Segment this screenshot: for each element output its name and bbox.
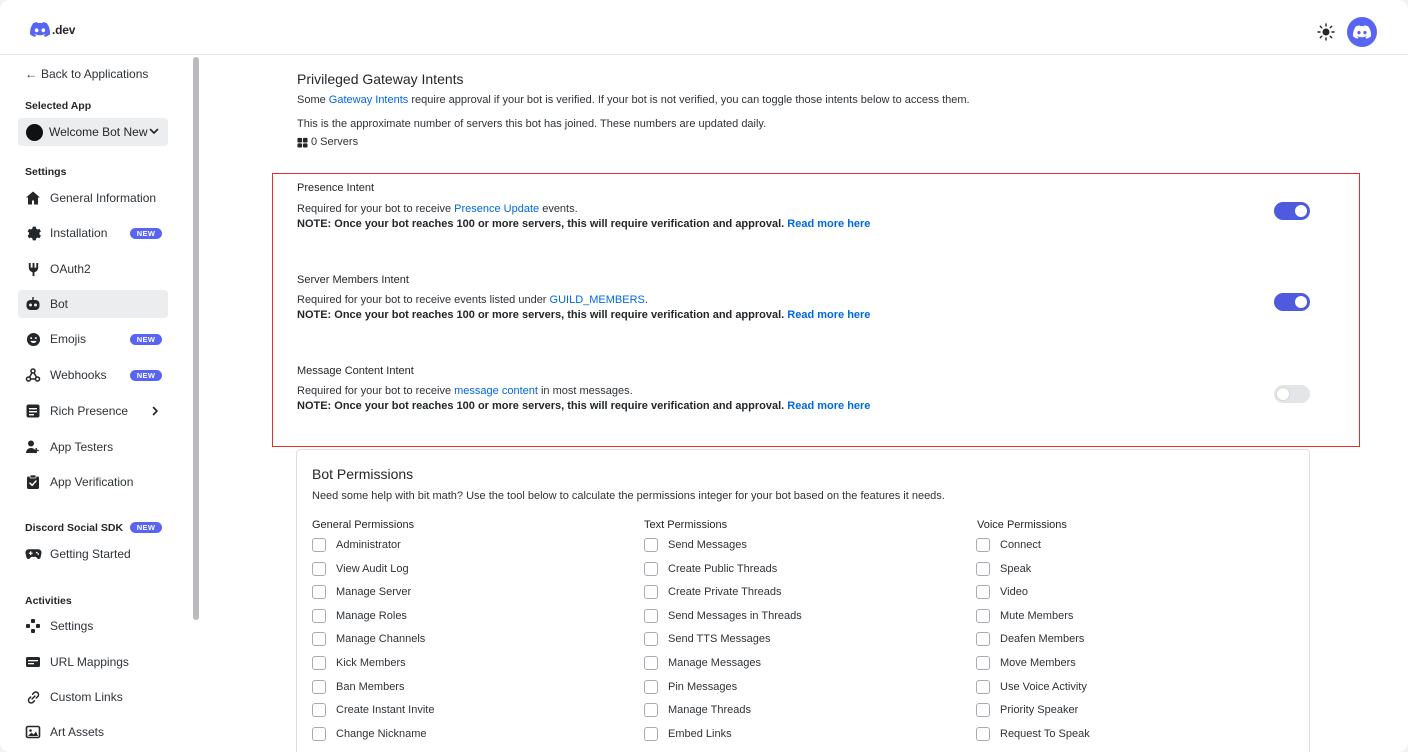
arrow-left-icon: ← <box>25 67 37 81</box>
activities-heading: Activities <box>25 595 72 607</box>
social-sdk-heading: Discord Social SDK <box>25 522 124 534</box>
sidebar-item-rich-presence[interactable] <box>18 397 168 425</box>
permission-checkbox-item[interactable] <box>976 609 1073 623</box>
wrench-icon <box>24 260 42 278</box>
permission-checkbox-item[interactable] <box>976 727 1090 741</box>
checkbox[interactable] <box>644 703 658 717</box>
approx-servers-text: This is the approximate number of servers this bot has joined. These numbers are updated daily. <box>297 118 767 130</box>
checkbox[interactable] <box>976 656 990 670</box>
sidebar-item-app-testers[interactable] <box>18 433 168 461</box>
permission-label: Request To Speak <box>1000 727 1090 740</box>
gear-icon <box>24 224 42 242</box>
permission-checkbox-item[interactable] <box>644 538 747 552</box>
sidebar-scrollbar[interactable] <box>193 57 199 620</box>
new-badge: NEW <box>130 228 162 239</box>
checkbox[interactable] <box>644 632 658 646</box>
toggle-knob <box>1295 296 1307 308</box>
sidebar-item-activity-settings[interactable] <box>18 612 168 640</box>
permission-label: Video <box>1000 586 1028 599</box>
controller-icon <box>24 617 42 635</box>
document-icon <box>24 402 42 420</box>
sidebar-item-label: Art Assets <box>50 725 105 739</box>
text-permissions-heading: Text Permissions <box>644 519 728 531</box>
read-more-link[interactable]: Read more here <box>787 218 871 230</box>
general-permissions-heading: General Permissions <box>312 519 415 531</box>
checkbox[interactable] <box>976 632 990 646</box>
top-bar <box>0 0 1408 55</box>
permission-checkbox-item[interactable] <box>312 538 401 552</box>
checkbox[interactable] <box>644 562 658 576</box>
sidebar-item-app-verification[interactable] <box>18 468 168 496</box>
sidebar-item-label: Settings <box>50 619 94 633</box>
sidebar-item-getting-started[interactable] <box>18 540 168 568</box>
app-selector-dropdown[interactable] <box>18 118 168 146</box>
server-count-label: 0 Servers <box>311 136 359 148</box>
toggle-knob <box>1277 388 1289 400</box>
note-text: NOTE: Once your bot reaches 100 or more servers, this will require verification and approval. <box>297 309 785 321</box>
gamepad-icon <box>24 545 42 563</box>
sidebar-item-installation[interactable] <box>18 219 168 247</box>
new-badge: NEW <box>130 522 162 533</box>
sidebar-item-label: App Testers <box>50 440 114 454</box>
permission-label: Create Private Threads <box>668 586 782 599</box>
sidebar-item-label: App Verification <box>50 475 134 489</box>
checkbox[interactable] <box>976 538 990 552</box>
new-badge: NEW <box>130 334 162 345</box>
presence-intent-title: Presence Intent <box>297 182 375 194</box>
permission-label: Speak <box>1000 562 1032 575</box>
settings-heading: Settings <box>25 166 67 178</box>
sidebar-item-label: Custom Links <box>50 690 123 704</box>
permission-label: Manage Roles <box>336 609 407 622</box>
permission-label: Manage Server <box>336 586 412 599</box>
permission-label: Mute Members <box>1000 609 1074 622</box>
webhook-icon <box>24 366 42 384</box>
page-title: Privileged Gateway Intents <box>297 71 464 87</box>
sidebar-item-label: Rich Presence <box>50 404 129 418</box>
intro-suffix: require approval if your bot is verified. If your bot is not verified, you can toggle those intents below to access them. <box>408 94 970 106</box>
message-content-intent-note <box>297 400 870 412</box>
permission-checkbox-item[interactable] <box>644 727 732 741</box>
checkbox[interactable] <box>644 656 658 670</box>
server-members-intent-toggle[interactable] <box>1274 293 1310 311</box>
checkbox[interactable] <box>312 727 326 741</box>
sidebar-item-label: Installation <box>50 226 108 240</box>
server-members-intent-title: Server Members Intent <box>297 274 409 286</box>
chevron-right-icon <box>149 405 161 417</box>
sidebar-item-label: Getting Started <box>50 547 131 561</box>
permission-label: Send Messages in Threads <box>668 609 802 622</box>
permission-checkbox-item[interactable] <box>312 632 425 646</box>
sidebar-item-label: Webhooks <box>50 368 107 382</box>
message-content-intent-desc <box>297 385 633 397</box>
checkbox[interactable] <box>312 703 326 717</box>
checkbox[interactable] <box>976 585 990 599</box>
permission-checkbox-item[interactable] <box>312 585 411 599</box>
permission-checkbox-item[interactable] <box>644 562 777 576</box>
note-text: NOTE: Once your bot reaches 100 or more servers, this will require verification and approval. <box>297 400 785 412</box>
sidebar-item-label: Emojis <box>50 332 87 346</box>
checkbox[interactable] <box>976 562 990 576</box>
message-content-intent-title: Message Content Intent <box>297 365 414 377</box>
presence-intent-toggle[interactable] <box>1274 202 1310 220</box>
permission-checkbox-item[interactable] <box>976 632 1084 646</box>
url-card-icon <box>24 653 42 671</box>
checkbox[interactable] <box>644 585 658 599</box>
robot-icon <box>24 295 42 313</box>
checkbox[interactable] <box>976 609 990 623</box>
permission-checkbox-item[interactable] <box>976 538 1041 552</box>
sidebar-item-label: Bot <box>50 297 69 311</box>
note-text: NOTE: Once your bot reaches 100 or more servers, this will require verification and approval. <box>297 218 785 230</box>
guild-members-link[interactable]: GUILD_MEMBERS <box>549 294 645 306</box>
checkbox[interactable] <box>312 632 326 646</box>
permission-checkbox-item[interactable] <box>976 656 1076 670</box>
permission-label: Manage Channels <box>336 633 426 646</box>
voice-permissions-heading: Voice Permissions <box>977 519 1067 531</box>
permission-checkbox-item[interactable] <box>976 680 1087 694</box>
permission-checkbox-item[interactable] <box>312 680 404 694</box>
chevron-down-icon <box>148 125 160 137</box>
checkbox[interactable] <box>976 703 990 717</box>
permission-checkbox-item[interactable] <box>976 585 1028 599</box>
checkbox[interactable] <box>312 585 326 599</box>
permission-label: Change Nickname <box>336 727 427 740</box>
desc-prefix: Required for your bot to receive <box>297 203 455 215</box>
checkbox[interactable] <box>312 680 326 694</box>
desc-suffix: events. <box>539 203 578 215</box>
sun-icon <box>1316 22 1336 42</box>
permission-label: View Audit Log <box>336 562 409 575</box>
permission-checkbox-item[interactable] <box>312 609 407 623</box>
sidebar-item-label: General Information <box>50 191 157 205</box>
link-icon <box>24 688 42 706</box>
sidebar-item-label: OAuth2 <box>50 262 91 276</box>
permission-label: Deafen Members <box>1000 633 1085 646</box>
desc-prefix: Required for your bot to receive <box>297 385 455 397</box>
server-group-icon <box>297 137 308 148</box>
server-count <box>297 136 358 148</box>
permission-checkbox-item[interactable] <box>644 585 782 599</box>
checkbox[interactable] <box>312 656 326 670</box>
permission-label: Ban Members <box>336 680 405 693</box>
permission-label: Move Members <box>1000 657 1076 669</box>
permission-label: Manage Threads <box>668 704 751 717</box>
permission-checkbox-item[interactable] <box>644 680 737 694</box>
sidebar-item-oauth2[interactable] <box>18 255 168 283</box>
sidebar-item-bot[interactable] <box>18 290 168 318</box>
intro-prefix: Some <box>297 94 329 106</box>
permission-label: Pin Messages <box>668 680 738 693</box>
back-link-label: Back to Applications <box>41 67 149 81</box>
checkbox[interactable] <box>976 680 990 694</box>
checkbox[interactable] <box>312 609 326 623</box>
read-more-link[interactable]: Read more here <box>787 309 871 321</box>
message-content-link[interactable]: message content <box>454 385 538 397</box>
message-content-intent-toggle[interactable] <box>1274 385 1310 403</box>
checkbox[interactable] <box>312 562 326 576</box>
bot-permissions-desc: Need some help with bit math? Use the tool below to calculate the permissions integer for your bot based on the features it needs. <box>312 490 945 502</box>
permission-checkbox-item[interactable] <box>312 562 409 576</box>
permission-label: Connect <box>1000 539 1041 551</box>
permission-checkbox-item[interactable] <box>312 727 427 741</box>
permission-label: Kick Members <box>336 657 406 669</box>
permission-label: Send TTS Messages <box>668 633 771 646</box>
logo-text: .dev <box>52 22 76 37</box>
discord-avatar-icon <box>1353 25 1371 39</box>
permission-label: Use Voice Activity <box>1000 680 1087 693</box>
checkbox[interactable] <box>644 727 658 741</box>
permission-label: Administrator <box>336 539 401 551</box>
user-add-icon <box>24 438 42 456</box>
discord-logo-icon <box>30 22 50 37</box>
checkbox[interactable] <box>312 538 326 552</box>
permission-checkbox-item[interactable] <box>976 703 1078 717</box>
selected-app-heading: Selected App <box>25 100 92 112</box>
app-avatar <box>26 124 43 141</box>
sidebar-item-emojis[interactable] <box>18 325 168 353</box>
sidebar-item-webhooks[interactable] <box>18 361 168 389</box>
permission-label: Send Messages <box>668 539 747 551</box>
read-more-link[interactable]: Read more here <box>787 400 871 412</box>
checkbox[interactable] <box>644 538 658 552</box>
sidebar-item-custom-links[interactable] <box>18 683 168 711</box>
permission-label: Priority Speaker <box>1000 704 1079 717</box>
presence-intent-desc <box>297 203 578 215</box>
toggle-knob <box>1295 205 1307 217</box>
new-badge: NEW <box>130 370 162 381</box>
server-members-intent-note <box>297 309 870 321</box>
sidebar-item-art-assets[interactable] <box>18 718 168 746</box>
permission-checkbox-item[interactable] <box>644 703 751 717</box>
permission-label: Manage Messages <box>668 657 761 669</box>
gateway-intents-link[interactable]: Gateway Intents <box>328 94 409 106</box>
theme-toggle-button[interactable] <box>1316 22 1336 42</box>
back-to-applications-link[interactable] <box>25 67 148 81</box>
sidebar-item-url-mappings[interactable] <box>18 648 168 676</box>
intro-text <box>297 94 970 106</box>
permission-checkbox-item[interactable] <box>644 656 761 670</box>
checkbox[interactable] <box>644 680 658 694</box>
checkbox[interactable] <box>976 727 990 741</box>
desc-suffix: . <box>644 294 648 306</box>
permission-checkbox-item[interactable] <box>644 609 802 623</box>
permission-checkbox-item[interactable] <box>312 656 406 670</box>
permission-label: Create Public Threads <box>668 562 778 575</box>
permission-label: Embed Links <box>668 727 732 740</box>
checkbox[interactable] <box>644 609 658 623</box>
permission-checkbox-item[interactable] <box>312 703 434 717</box>
permission-checkbox-item[interactable] <box>644 632 771 646</box>
user-avatar[interactable] <box>1347 17 1377 47</box>
permission-checkbox-item[interactable] <box>976 562 1031 576</box>
clipboard-check-icon <box>24 473 42 491</box>
logo[interactable] <box>30 22 75 37</box>
bot-permissions-title: Bot Permissions <box>312 466 414 482</box>
desc-prefix: Required for your bot to receive events listed under <box>297 294 550 306</box>
desc-suffix: in most messages. <box>537 385 633 397</box>
presence-update-link[interactable]: Presence Update <box>454 203 540 215</box>
permission-label: Create Instant Invite <box>336 704 435 717</box>
image-icon <box>24 723 42 741</box>
selected-app-name: Welcome Bot New <box>49 125 148 139</box>
server-members-intent-desc <box>297 294 648 306</box>
presence-intent-note <box>297 218 870 230</box>
sidebar-item-general-information[interactable] <box>18 184 168 212</box>
smiley-icon <box>24 330 42 348</box>
home-icon <box>24 189 42 207</box>
sidebar-item-label: URL Mappings <box>50 655 129 669</box>
